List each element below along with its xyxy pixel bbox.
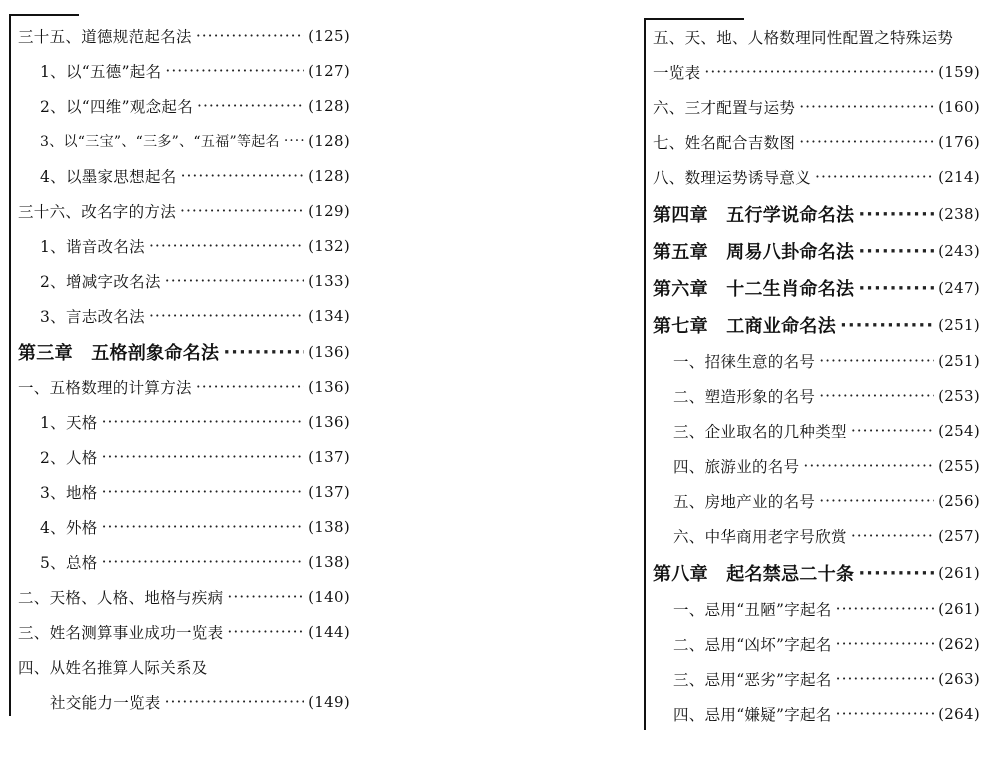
toc-entry[interactable]: 一、招徕生意的名号 ····· (251) bbox=[645, 344, 980, 378]
toc-entry[interactable]: 三、忌用“恶劣”字起名 ····· (263) bbox=[645, 662, 980, 696]
toc-chapter-entry[interactable]: 第三章 五格剖象命名法 ····· (136) bbox=[10, 335, 350, 369]
toc-entry[interactable]: 4、外格 ····· (138) bbox=[10, 510, 350, 544]
toc-entry[interactable]: 2、人格 ····· (137) bbox=[10, 440, 350, 474]
toc-entry[interactable]: 1、以“五德”起名 ····· (127) bbox=[10, 54, 350, 88]
toc-entry[interactable]: 一、忌用“丑陋”字起名 ····· (261) bbox=[645, 592, 980, 626]
left-top-rule bbox=[9, 14, 79, 16]
toc-entry[interactable]: 五、房地产业的名号 ····· (256) bbox=[645, 484, 980, 518]
toc-chapter-entry[interactable]: 第五章 周易八卦命名法 ····· (243) bbox=[645, 234, 980, 268]
toc-chapter-entry[interactable]: 第八章 起名禁忌二十条 ····· (261) bbox=[645, 556, 980, 590]
toc-entry[interactable]: 二、天格、人格、地格与疾病 ····· (140) bbox=[10, 580, 350, 614]
toc-entry[interactable]: 三十六、改名字的方法 ····· (129) bbox=[10, 194, 350, 228]
toc-chapter-entry[interactable]: 第四章 五行学说命名法 ····· (238) bbox=[645, 197, 980, 231]
toc-chapter-entry[interactable]: 第七章 工商业命名法 ····· (251) bbox=[645, 308, 980, 342]
toc-entry[interactable]: 四、旅游业的名号 ····· (255) bbox=[645, 449, 980, 483]
toc-entry[interactable]: 3、地格 ····· (137) bbox=[10, 475, 350, 509]
toc-entry[interactable]: 七、姓名配合吉数图 ····· (176) bbox=[645, 125, 980, 159]
toc-entry[interactable]: 1、谐音改名法 ····· (132) bbox=[10, 229, 350, 263]
toc-entry[interactable]: 3、以“三宝”、“三多”、“五福”等起名 ····· (128) bbox=[10, 124, 350, 158]
toc-entry[interactable]: 六、中华商用老字号欣赏 ····· (257) bbox=[645, 519, 980, 553]
toc-entry[interactable]: 1、天格 ····· (136) bbox=[10, 405, 350, 439]
toc-entry[interactable]: 4、以墨家思想起名 ····· (128) bbox=[10, 159, 350, 193]
toc-entry[interactable]: 5、总格 ····· (138) bbox=[10, 545, 350, 579]
toc-entry[interactable]: 二、忌用“凶坏”字起名 ····· (262) bbox=[645, 627, 980, 661]
toc-entry[interactable]: 一、五格数理的计算方法 ····· (136) bbox=[10, 370, 350, 404]
toc-entry[interactable]: 六、三才配置与运势 ····· (160) bbox=[645, 90, 980, 124]
toc-entry[interactable]: 八、数理运势诱导意义 ····· (214) bbox=[645, 160, 980, 194]
toc-entry[interactable]: 三、姓名测算事业成功一览表 ····· (144) bbox=[10, 615, 350, 649]
toc-entry[interactable]: 2、增减字改名法 ····· (133) bbox=[10, 264, 350, 298]
toc-entry[interactable]: 3、言志改名法 ····· (134) bbox=[10, 299, 350, 333]
toc-entry[interactable]: 三十五、道德规范起名法 ····· (125) bbox=[10, 19, 350, 53]
toc-entry[interactable]: 四、从姓名推算人际关系及 bbox=[18, 659, 208, 677]
toc-entry[interactable]: 二、塑造形象的名号 ····· (253) bbox=[645, 379, 980, 413]
toc-chapter-entry[interactable]: 第六章 十二生肖命名法 ····· (247) bbox=[645, 271, 980, 305]
toc-entry[interactable]: 三、企业取名的几种类型 ····· (254) bbox=[645, 414, 980, 448]
toc-entry[interactable]: 五、天、地、人格数理同性配置之特殊运势 bbox=[653, 29, 954, 47]
toc-entry[interactable]: 四、忌用“嫌疑”字起名 ····· (264) bbox=[645, 697, 980, 731]
toc-entry[interactable]: 2、以“四维”观念起名 ····· (128) bbox=[10, 89, 350, 123]
toc-entry-continuation[interactable]: 社交能力一览表 ····· (149) bbox=[10, 685, 350, 719]
toc-entry-continuation[interactable]: 一览表 ····· (159) bbox=[645, 55, 980, 89]
